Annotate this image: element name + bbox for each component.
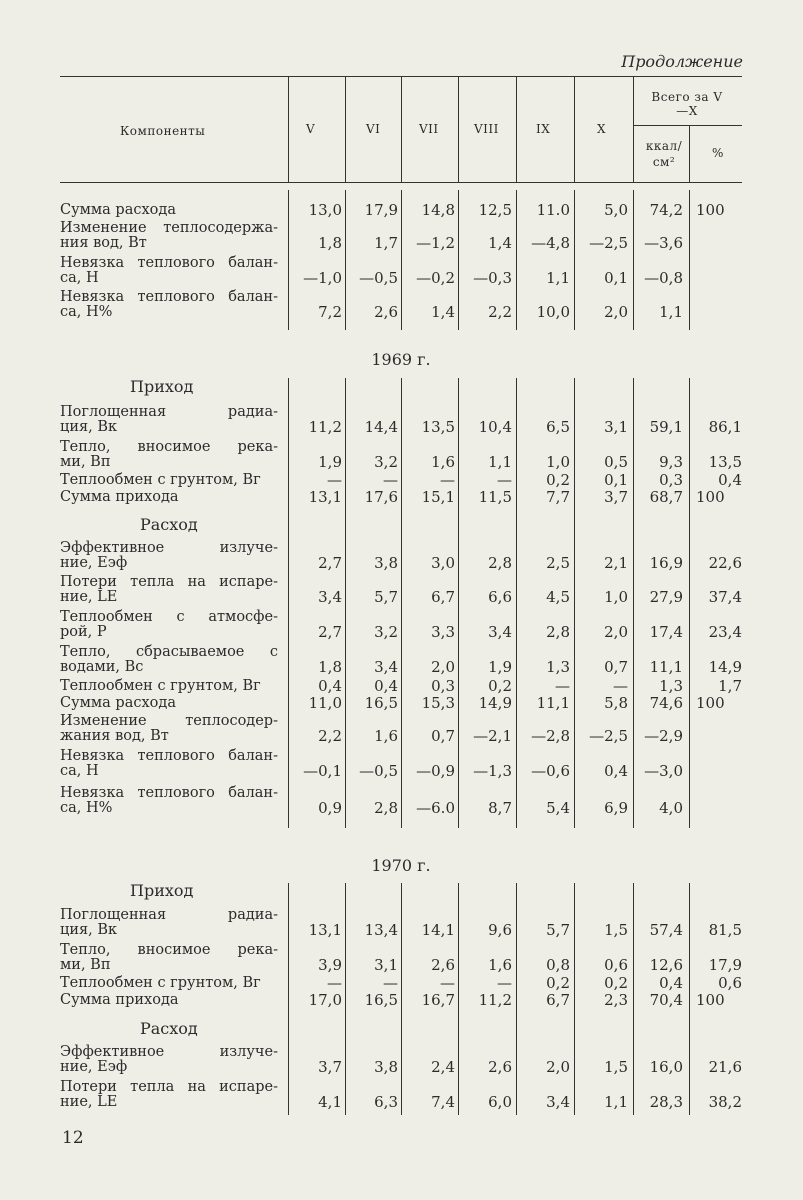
row-label bbox=[60, 490, 278, 505]
month-value-cell: 5,7 bbox=[374, 588, 398, 606]
row-label-line: Изменение теплосодер- bbox=[60, 713, 278, 729]
total-kcal-cell: 1,1 bbox=[659, 303, 683, 321]
row-label-line: са, Н bbox=[60, 763, 99, 779]
month-value-cell: 5,7 bbox=[546, 921, 570, 939]
month-value-cell: 3,1 bbox=[374, 956, 398, 974]
section-title-income-1970: Приход bbox=[130, 881, 194, 900]
month-value-cell: 4,5 bbox=[546, 588, 570, 606]
month-value-cell: —1,0 bbox=[303, 269, 342, 287]
month-value-cell: — bbox=[440, 471, 455, 489]
month-value-cell: 3,2 bbox=[374, 453, 398, 471]
month-value-cell: 0,8 bbox=[546, 956, 570, 974]
month-value-cell: 5,0 bbox=[604, 201, 628, 219]
page-number: 12 bbox=[62, 1128, 84, 1148]
month-value-cell: 2,2 bbox=[488, 303, 512, 321]
month-value-cell: 2,6 bbox=[488, 1058, 512, 1076]
row-label-line: Потери тепла на испаре- bbox=[60, 574, 278, 590]
column-header-month-6: X bbox=[597, 122, 607, 136]
total-kcal-cell: 68,7 bbox=[649, 488, 683, 506]
total-percent-cell: 21,6 bbox=[708, 1058, 742, 1076]
total-kcal-cell: 74,6 bbox=[649, 694, 683, 712]
row-label-line: Невязка теплового балан- bbox=[60, 748, 278, 764]
month-value-cell: 10,4 bbox=[478, 418, 512, 436]
row-label-line: Эффективное излуче- bbox=[60, 1044, 278, 1060]
month-value-cell: 16,5 bbox=[364, 694, 398, 712]
row-label-line: ция, Вк bbox=[60, 419, 118, 435]
month-value-cell: —1,2 bbox=[416, 234, 455, 252]
total-kcal-cell: 57,4 bbox=[649, 921, 683, 939]
row-label bbox=[60, 203, 278, 218]
month-value-cell: —0,5 bbox=[359, 269, 398, 287]
month-value-cell: 3,8 bbox=[374, 554, 398, 572]
column-header-month-1: V bbox=[306, 122, 316, 136]
month-value-cell: 4,1 bbox=[318, 1093, 342, 1111]
header-subrule bbox=[634, 125, 742, 126]
row-label-line: Теплообмен с атмосфе- bbox=[60, 609, 278, 625]
month-value-cell: 3,7 bbox=[318, 1058, 342, 1076]
row-label-line: са, Н bbox=[60, 270, 99, 286]
month-value-cell: 3,0 bbox=[431, 554, 455, 572]
row-label bbox=[60, 290, 278, 320]
month-value-cell: 8,7 bbox=[488, 799, 512, 817]
section-title-expense-1969: Расход bbox=[140, 515, 198, 534]
month-value-cell: 17,9 bbox=[364, 201, 398, 219]
row-label bbox=[60, 610, 278, 640]
month-value-cell: — bbox=[327, 974, 342, 992]
total-percent-cell: 100 bbox=[696, 488, 725, 506]
row-label-line: ми, Вп bbox=[60, 454, 111, 470]
row-label-line: Поглощенная радиа- bbox=[60, 907, 278, 923]
month-value-cell: 1,0 bbox=[604, 588, 628, 606]
row-label-line: Теплообмен с грунтом, Вг bbox=[60, 678, 261, 694]
column-header-unit-pct: % bbox=[712, 146, 724, 160]
header-divider bbox=[345, 77, 346, 182]
month-value-cell: 2,2 bbox=[318, 727, 342, 745]
month-value-cell: 3,9 bbox=[318, 956, 342, 974]
row-label-line: ми, Вп bbox=[60, 957, 111, 973]
row-label bbox=[60, 473, 278, 488]
month-value-cell: — bbox=[555, 677, 570, 695]
month-value-cell: 0,3 bbox=[431, 677, 455, 695]
total-percent-cell: 13,5 bbox=[708, 453, 742, 471]
month-value-cell: 2,0 bbox=[604, 623, 628, 641]
row-label bbox=[60, 679, 278, 694]
row-label bbox=[60, 256, 278, 286]
month-value-cell: 2,5 bbox=[546, 554, 570, 572]
total-kcal-cell: 1,3 bbox=[659, 677, 683, 695]
month-value-cell: 5,8 bbox=[604, 694, 628, 712]
total-kcal-cell: 0,4 bbox=[659, 974, 683, 992]
month-value-cell: 9,6 bbox=[488, 921, 512, 939]
month-value-cell: —0,9 bbox=[416, 762, 455, 780]
total-percent-cell: 86,1 bbox=[708, 418, 742, 436]
month-value-cell: 1,1 bbox=[488, 453, 512, 471]
month-value-cell: 1,6 bbox=[431, 453, 455, 471]
row-label-line: Невязка теплового балан- bbox=[60, 785, 278, 801]
total-kcal-cell: 11,1 bbox=[649, 658, 683, 676]
row-label bbox=[60, 541, 278, 571]
month-value-cell: 16,7 bbox=[421, 991, 455, 1009]
month-value-cell: — bbox=[383, 974, 398, 992]
month-value-cell: 0,4 bbox=[318, 677, 342, 695]
month-value-cell: 1,4 bbox=[431, 303, 455, 321]
month-value-cell: — bbox=[383, 471, 398, 489]
month-value-cell: 0,1 bbox=[604, 471, 628, 489]
month-value-cell: 1,1 bbox=[546, 269, 570, 287]
month-value-cell: 6,7 bbox=[546, 991, 570, 1009]
month-value-cell: 1,8 bbox=[318, 658, 342, 676]
total-percent-cell: 0,4 bbox=[718, 471, 742, 489]
row-label-line: Тепло, сбрасываемое с bbox=[60, 644, 278, 660]
month-value-cell: 6,3 bbox=[374, 1093, 398, 1111]
month-value-cell: 0,5 bbox=[604, 453, 628, 471]
row-label bbox=[60, 440, 278, 470]
row-label bbox=[60, 1080, 278, 1110]
column-header-month-4: VIII bbox=[474, 122, 499, 136]
month-value-cell: 13,1 bbox=[308, 921, 342, 939]
month-value-cell: —4,8 bbox=[531, 234, 570, 252]
row-label-line: Теплообмен с грунтом, Вг bbox=[60, 472, 261, 488]
month-value-cell: 0,1 bbox=[604, 269, 628, 287]
month-value-cell: 13,4 bbox=[364, 921, 398, 939]
total-percent-cell: 22,6 bbox=[708, 554, 742, 572]
month-value-cell: 2,7 bbox=[318, 554, 342, 572]
row-label-line: Сумма расхода bbox=[60, 202, 176, 218]
total-kcal-cell: 74,2 bbox=[649, 201, 683, 219]
month-value-cell: 1,3 bbox=[546, 658, 570, 676]
row-label-line: водами, Вс bbox=[60, 659, 144, 675]
month-value-cell: 10,0 bbox=[536, 303, 570, 321]
month-value-cell: 2,6 bbox=[431, 956, 455, 974]
column-header-total: Всего за V—X bbox=[651, 90, 723, 118]
month-value-cell: 6,0 bbox=[488, 1093, 512, 1111]
row-label-line: Поглощенная радиа- bbox=[60, 404, 278, 420]
month-value-cell: 2,0 bbox=[546, 1058, 570, 1076]
month-value-cell: 3,4 bbox=[546, 1093, 570, 1111]
month-value-cell: — bbox=[497, 471, 512, 489]
total-kcal-cell: 12,6 bbox=[649, 956, 683, 974]
month-value-cell: — bbox=[440, 974, 455, 992]
month-value-cell: 1,5 bbox=[604, 921, 628, 939]
row-label bbox=[60, 575, 278, 605]
header-divider bbox=[574, 77, 575, 182]
month-value-cell: 12,5 bbox=[478, 201, 512, 219]
month-value-cell: 3,7 bbox=[604, 488, 628, 506]
row-label-line: Сумма прихода bbox=[60, 992, 179, 1008]
total-kcal-cell: —3,6 bbox=[644, 234, 683, 252]
month-value-cell: —0,2 bbox=[416, 269, 455, 287]
month-value-cell: 2,0 bbox=[431, 658, 455, 676]
month-value-cell: 3,3 bbox=[431, 623, 455, 641]
month-value-cell: 16,5 bbox=[364, 991, 398, 1009]
total-kcal-cell: 0,3 bbox=[659, 471, 683, 489]
month-value-cell: 3,4 bbox=[374, 658, 398, 676]
column-header-month-2: VI bbox=[366, 122, 381, 136]
month-value-cell: 2,8 bbox=[488, 554, 512, 572]
total-kcal-cell: 4,0 bbox=[659, 799, 683, 817]
month-value-cell: 13,5 bbox=[421, 418, 455, 436]
month-value-cell: —0,1 bbox=[303, 762, 342, 780]
row-label-line: Тепло, вносимое река- bbox=[60, 942, 278, 958]
month-value-cell: 0,2 bbox=[546, 471, 570, 489]
row-label bbox=[60, 714, 278, 744]
row-label bbox=[60, 405, 278, 435]
month-value-cell: 2,4 bbox=[431, 1058, 455, 1076]
row-label-line: са, Н% bbox=[60, 800, 113, 816]
row-label bbox=[60, 943, 278, 973]
year-heading-1970: 1970 г. bbox=[371, 856, 431, 875]
month-value-cell: 1,6 bbox=[488, 956, 512, 974]
month-value-cell: 11.0 bbox=[536, 201, 570, 219]
header-divider bbox=[516, 77, 517, 182]
total-kcal-cell: —0,8 bbox=[644, 269, 683, 287]
row-label-line: жания вод, Вт bbox=[60, 728, 169, 744]
month-value-cell: 6,6 bbox=[488, 588, 512, 606]
month-value-cell: — bbox=[327, 471, 342, 489]
row-label bbox=[60, 976, 278, 991]
total-percent-cell: 14,9 bbox=[708, 658, 742, 676]
row-label-line: Невязка теплового балан- bbox=[60, 255, 278, 271]
row-label-line: Потери тепла на испаре- bbox=[60, 1079, 278, 1095]
row-label-line: ние, LE bbox=[60, 589, 118, 605]
month-value-cell: 7,2 bbox=[318, 303, 342, 321]
row-label-line: Изменение теплосодержа- bbox=[60, 220, 278, 236]
month-value-cell: 0,2 bbox=[604, 974, 628, 992]
month-value-cell: 1,5 bbox=[604, 1058, 628, 1076]
month-value-cell: —0,3 bbox=[473, 269, 512, 287]
header-divider bbox=[689, 125, 690, 182]
month-value-cell: 6,9 bbox=[604, 799, 628, 817]
month-value-cell: 17,6 bbox=[364, 488, 398, 506]
month-value-cell: 11,5 bbox=[478, 488, 512, 506]
total-percent-cell: 100 bbox=[696, 694, 725, 712]
total-kcal-cell: 9,3 bbox=[659, 453, 683, 471]
total-kcal-cell: 70,4 bbox=[649, 991, 683, 1009]
month-value-cell: 1,9 bbox=[488, 658, 512, 676]
total-percent-cell: 100 bbox=[696, 201, 725, 219]
month-value-cell: 3,2 bbox=[374, 623, 398, 641]
month-value-cell: —0,6 bbox=[531, 762, 570, 780]
total-percent-cell: 100 bbox=[696, 991, 725, 1009]
row-label bbox=[60, 221, 278, 251]
row-label bbox=[60, 696, 278, 711]
row-label-line: Невязка теплового балан- bbox=[60, 289, 278, 305]
month-value-cell: 11,0 bbox=[308, 694, 342, 712]
row-label bbox=[60, 645, 278, 675]
month-value-cell: 6,7 bbox=[431, 588, 455, 606]
month-value-cell: — bbox=[613, 677, 628, 695]
month-value-cell: 5,4 bbox=[546, 799, 570, 817]
column-header-components: Компоненты bbox=[120, 124, 206, 138]
month-value-cell: 1,7 bbox=[374, 234, 398, 252]
month-value-cell: 11,2 bbox=[478, 991, 512, 1009]
month-value-cell: 3,4 bbox=[488, 623, 512, 641]
total-kcal-cell: 28,3 bbox=[649, 1093, 683, 1111]
row-label-line: ние, LE bbox=[60, 1094, 118, 1110]
column-header-month-3: VII bbox=[419, 122, 439, 136]
month-value-cell: 13,0 bbox=[308, 201, 342, 219]
month-value-cell: —2,8 bbox=[531, 727, 570, 745]
month-value-cell: 0,9 bbox=[318, 799, 342, 817]
section-title-income-1969: Приход bbox=[130, 377, 194, 396]
month-value-cell: 1,8 bbox=[318, 234, 342, 252]
month-value-cell: —0,5 bbox=[359, 762, 398, 780]
month-value-cell: 11,2 bbox=[308, 418, 342, 436]
month-value-cell: —1,3 bbox=[473, 762, 512, 780]
month-value-cell: 7,4 bbox=[431, 1093, 455, 1111]
row-label bbox=[60, 1045, 278, 1075]
month-value-cell: 0,2 bbox=[546, 974, 570, 992]
row-label-line: Эффективное излуче- bbox=[60, 540, 278, 556]
total-kcal-cell: —3,0 bbox=[644, 762, 683, 780]
month-value-cell: 6,5 bbox=[546, 418, 570, 436]
row-label-line: Теплообмен с грунтом, Вг bbox=[60, 975, 261, 991]
month-value-cell: 0,6 bbox=[604, 956, 628, 974]
total-kcal-cell: 16,9 bbox=[649, 554, 683, 572]
month-value-cell: 15,3 bbox=[421, 694, 455, 712]
month-value-cell: 3,4 bbox=[318, 588, 342, 606]
month-value-cell: 1,9 bbox=[318, 453, 342, 471]
month-value-cell: — bbox=[497, 974, 512, 992]
month-value-cell: 0,4 bbox=[604, 762, 628, 780]
month-value-cell: 14,8 bbox=[421, 201, 455, 219]
row-label bbox=[60, 786, 278, 816]
total-percent-cell: 0,6 bbox=[718, 974, 742, 992]
total-percent-cell: 17,9 bbox=[708, 956, 742, 974]
month-value-cell: 2,1 bbox=[604, 554, 628, 572]
month-value-cell: 0,2 bbox=[488, 677, 512, 695]
row-label-line: ния вод, Вт bbox=[60, 235, 147, 251]
header-divider bbox=[458, 77, 459, 182]
total-percent-cell: 23,4 bbox=[708, 623, 742, 641]
month-value-cell: 2,0 bbox=[604, 303, 628, 321]
month-value-cell: 17,0 bbox=[308, 991, 342, 1009]
month-value-cell: 3,1 bbox=[604, 418, 628, 436]
row-label bbox=[60, 749, 278, 779]
row-label-line: ция, Вк bbox=[60, 922, 118, 938]
header-bottom-rule bbox=[60, 182, 742, 183]
row-label-line: Сумма прихода bbox=[60, 489, 179, 505]
month-value-cell: —2,5 bbox=[589, 727, 628, 745]
month-value-cell: 0,7 bbox=[604, 658, 628, 676]
month-value-cell: 0,7 bbox=[431, 727, 455, 745]
month-value-cell: —2,5 bbox=[589, 234, 628, 252]
row-label-line: рой, Р bbox=[60, 624, 107, 640]
month-value-cell: 11,1 bbox=[536, 694, 570, 712]
month-value-cell: 14,1 bbox=[421, 921, 455, 939]
section-title-expense-1970: Расход bbox=[140, 1019, 198, 1038]
header-divider bbox=[288, 77, 289, 182]
month-value-cell: 15,1 bbox=[421, 488, 455, 506]
total-percent-cell: 1,7 bbox=[718, 677, 742, 695]
month-value-cell: 14,4 bbox=[364, 418, 398, 436]
month-value-cell: 1,4 bbox=[488, 234, 512, 252]
row-label bbox=[60, 908, 278, 938]
month-value-cell: 1,0 bbox=[546, 453, 570, 471]
month-value-cell: —6.0 bbox=[416, 799, 455, 817]
row-label-line: Тепло, вносимое река- bbox=[60, 439, 278, 455]
month-value-cell: 3,8 bbox=[374, 1058, 398, 1076]
month-value-cell: 7,7 bbox=[546, 488, 570, 506]
header-divider bbox=[401, 77, 402, 182]
month-value-cell: 2,8 bbox=[374, 799, 398, 817]
month-value-cell: 2,3 bbox=[604, 991, 628, 1009]
total-kcal-cell: 17,4 bbox=[649, 623, 683, 641]
row-label-line: ние, Еэф bbox=[60, 555, 128, 571]
total-kcal-cell: 16,0 bbox=[649, 1058, 683, 1076]
month-value-cell: 1,1 bbox=[604, 1093, 628, 1111]
month-value-cell: 2,6 bbox=[374, 303, 398, 321]
month-value-cell: 1,6 bbox=[374, 727, 398, 745]
row-label bbox=[60, 993, 278, 1008]
month-value-cell: —2,1 bbox=[473, 727, 512, 745]
row-label-line: ние, Еэф bbox=[60, 1059, 128, 1075]
column-header-unit-kcal: ккал/см² bbox=[645, 139, 683, 169]
total-kcal-cell: 27,9 bbox=[649, 588, 683, 606]
total-percent-cell: 81,5 bbox=[708, 921, 742, 939]
total-kcal-cell: 59,1 bbox=[649, 418, 683, 436]
header-divider bbox=[633, 77, 634, 182]
row-label-line: са, Н% bbox=[60, 304, 113, 320]
month-value-cell: 0,4 bbox=[374, 677, 398, 695]
total-percent-cell: 37,4 bbox=[708, 588, 742, 606]
month-value-cell: 13,1 bbox=[308, 488, 342, 506]
column-header-month-5: IX bbox=[536, 122, 551, 136]
row-label-line: Сумма расхода bbox=[60, 695, 176, 711]
month-value-cell: 2,7 bbox=[318, 623, 342, 641]
continuation-label: Продолжение bbox=[621, 52, 743, 71]
total-percent-cell: 38,2 bbox=[708, 1093, 742, 1111]
month-value-cell: 2,8 bbox=[546, 623, 570, 641]
month-value-cell: 14,9 bbox=[478, 694, 512, 712]
year-heading-1969: 1969 г. bbox=[371, 350, 431, 369]
total-kcal-cell: —2,9 bbox=[644, 727, 683, 745]
